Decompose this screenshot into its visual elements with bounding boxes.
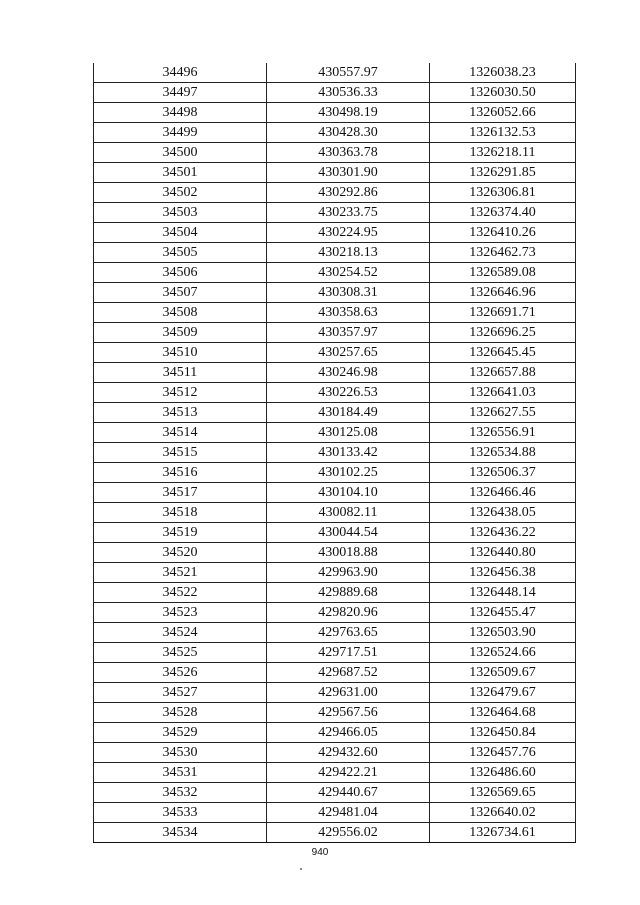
y-coordinate-cell: 1326589.08 (430, 263, 576, 283)
x-coordinate-cell: 429963.90 (267, 563, 430, 583)
table-row (94, 263, 576, 283)
table-row (94, 503, 576, 523)
table-row (94, 543, 576, 563)
x-coordinate-cell: 430044.54 (267, 523, 430, 543)
table-row (94, 463, 576, 483)
point-id-cell: 34519 (94, 523, 267, 543)
x-coordinate-cell: 430363.78 (267, 143, 430, 163)
table-row (94, 183, 576, 203)
x-coordinate-cell: 429631.00 (267, 683, 430, 703)
point-id-cell: 34520 (94, 543, 267, 563)
y-coordinate-cell: 1326627.55 (430, 403, 576, 423)
point-id-cell: 34508 (94, 303, 267, 323)
point-id-cell: 34509 (94, 323, 267, 343)
x-coordinate-cell: 430308.31 (267, 283, 430, 303)
table-row (94, 563, 576, 583)
y-coordinate-cell: 1326641.03 (430, 383, 576, 403)
coordinate-table (93, 63, 576, 843)
table-row (94, 603, 576, 623)
point-id-cell: 34529 (94, 723, 267, 743)
table-row (94, 663, 576, 683)
x-coordinate-cell: 430224.95 (267, 223, 430, 243)
point-id-cell: 34515 (94, 443, 267, 463)
y-coordinate-cell: 1326640.02 (430, 803, 576, 823)
y-coordinate-cell: 1326450.84 (430, 723, 576, 743)
y-coordinate-cell: 1326436.22 (430, 523, 576, 543)
y-coordinate-cell: 1326506.37 (430, 463, 576, 483)
table-row (94, 743, 576, 763)
y-coordinate-cell: 1326657.88 (430, 363, 576, 383)
point-id-cell: 34533 (94, 803, 267, 823)
point-id-cell: 34500 (94, 143, 267, 163)
y-coordinate-cell: 1326556.91 (430, 423, 576, 443)
x-coordinate-cell: 429422.21 (267, 763, 430, 783)
point-id-cell: 34523 (94, 603, 267, 623)
coordinate-table-body (94, 63, 576, 843)
y-coordinate-cell: 1326218.11 (430, 143, 576, 163)
y-coordinate-cell: 1326646.96 (430, 283, 576, 303)
point-id-cell: 34512 (94, 383, 267, 403)
table-row (94, 103, 576, 123)
x-coordinate-cell: 430254.52 (267, 263, 430, 283)
table-row (94, 363, 576, 383)
point-id-cell: 34511 (94, 363, 267, 383)
x-coordinate-cell: 430292.86 (267, 183, 430, 203)
point-id-cell: 34534 (94, 823, 267, 843)
y-coordinate-cell: 1326691.71 (430, 303, 576, 323)
table-row (94, 143, 576, 163)
y-coordinate-cell: 1326503.90 (430, 623, 576, 643)
table-row (94, 243, 576, 263)
y-coordinate-cell: 1326569.65 (430, 783, 576, 803)
y-coordinate-cell: 1326132.53 (430, 123, 576, 143)
y-coordinate-cell: 1326457.76 (430, 743, 576, 763)
table-row (94, 63, 576, 83)
point-id-cell: 34507 (94, 283, 267, 303)
x-coordinate-cell: 430218.13 (267, 243, 430, 263)
point-id-cell: 34524 (94, 623, 267, 643)
y-coordinate-cell: 1326374.40 (430, 203, 576, 223)
point-id-cell: 34506 (94, 263, 267, 283)
table-row (94, 643, 576, 663)
y-coordinate-cell: 1326696.25 (430, 323, 576, 343)
y-coordinate-cell: 1326464.68 (430, 703, 576, 723)
y-coordinate-cell: 1326038.23 (430, 63, 576, 83)
table-row (94, 123, 576, 143)
y-coordinate-cell: 1326645.45 (430, 343, 576, 363)
table-row (94, 203, 576, 223)
point-id-cell: 34502 (94, 183, 267, 203)
x-coordinate-cell: 430184.49 (267, 403, 430, 423)
table-row (94, 803, 576, 823)
x-coordinate-cell: 430233.75 (267, 203, 430, 223)
x-coordinate-cell: 430498.19 (267, 103, 430, 123)
point-id-cell: 34501 (94, 163, 267, 183)
x-coordinate-cell: 430133.42 (267, 443, 430, 463)
point-id-cell: 34499 (94, 123, 267, 143)
table-row (94, 763, 576, 783)
x-coordinate-cell: 429687.52 (267, 663, 430, 683)
y-coordinate-cell: 1326052.66 (430, 103, 576, 123)
point-id-cell: 34503 (94, 203, 267, 223)
point-id-cell: 34517 (94, 483, 267, 503)
point-id-cell: 34518 (94, 503, 267, 523)
point-id-cell: 34530 (94, 743, 267, 763)
table-row (94, 623, 576, 643)
table-row (94, 483, 576, 503)
table-row (94, 383, 576, 403)
table-row (94, 163, 576, 183)
y-coordinate-cell: 1326479.67 (430, 683, 576, 703)
point-id-cell: 34516 (94, 463, 267, 483)
point-id-cell: 34531 (94, 763, 267, 783)
x-coordinate-cell: 430536.33 (267, 83, 430, 103)
point-id-cell: 34532 (94, 783, 267, 803)
y-coordinate-cell: 1326456.38 (430, 563, 576, 583)
x-coordinate-cell: 429889.68 (267, 583, 430, 603)
y-coordinate-cell: 1326524.66 (430, 643, 576, 663)
point-id-cell: 34527 (94, 683, 267, 703)
x-coordinate-cell: 430301.90 (267, 163, 430, 183)
x-coordinate-cell: 430102.25 (267, 463, 430, 483)
table-row (94, 403, 576, 423)
y-coordinate-cell: 1326438.05 (430, 503, 576, 523)
y-coordinate-cell: 1326509.67 (430, 663, 576, 683)
point-id-cell: 34528 (94, 703, 267, 723)
table-row (94, 683, 576, 703)
table-row (94, 783, 576, 803)
x-coordinate-cell: 429466.05 (267, 723, 430, 743)
y-coordinate-cell: 1326466.46 (430, 483, 576, 503)
y-coordinate-cell: 1326291.85 (430, 163, 576, 183)
point-id-cell: 34498 (94, 103, 267, 123)
point-id-cell: 34504 (94, 223, 267, 243)
table-row (94, 583, 576, 603)
table-row (94, 423, 576, 443)
x-coordinate-cell: 429820.96 (267, 603, 430, 623)
x-coordinate-cell: 429556.02 (267, 823, 430, 843)
table-row (94, 343, 576, 363)
x-coordinate-cell: 430428.30 (267, 123, 430, 143)
point-id-cell: 34513 (94, 403, 267, 423)
table-row (94, 323, 576, 343)
point-id-cell: 34525 (94, 643, 267, 663)
y-coordinate-cell: 1326486.60 (430, 763, 576, 783)
y-coordinate-cell: 1326306.81 (430, 183, 576, 203)
y-coordinate-cell: 1326534.88 (430, 443, 576, 463)
x-coordinate-cell: 430018.88 (267, 543, 430, 563)
table-row (94, 703, 576, 723)
x-coordinate-cell: 429717.51 (267, 643, 430, 663)
x-coordinate-cell: 430082.11 (267, 503, 430, 523)
x-coordinate-cell: 430357.97 (267, 323, 430, 343)
table-row (94, 523, 576, 543)
y-coordinate-cell: 1326455.47 (430, 603, 576, 623)
y-coordinate-cell: 1326410.26 (430, 223, 576, 243)
x-coordinate-cell: 430257.65 (267, 343, 430, 363)
x-coordinate-cell: 430104.10 (267, 483, 430, 503)
x-coordinate-cell: 429440.67 (267, 783, 430, 803)
point-id-cell: 34522 (94, 583, 267, 603)
x-coordinate-cell: 429481.04 (267, 803, 430, 823)
table-row (94, 723, 576, 743)
y-coordinate-cell: 1326448.14 (430, 583, 576, 603)
x-coordinate-cell: 429432.60 (267, 743, 430, 763)
y-coordinate-cell: 1326030.50 (430, 83, 576, 103)
point-id-cell: 34497 (94, 83, 267, 103)
table-row (94, 83, 576, 103)
point-id-cell: 34496 (94, 63, 267, 83)
y-coordinate-cell: 1326734.61 (430, 823, 576, 843)
x-coordinate-cell: 430246.98 (267, 363, 430, 383)
table-row (94, 303, 576, 323)
x-coordinate-cell: 430358.63 (267, 303, 430, 323)
x-coordinate-cell: 429763.65 (267, 623, 430, 643)
point-id-cell: 34514 (94, 423, 267, 443)
y-coordinate-cell: 1326440.80 (430, 543, 576, 563)
point-id-cell: 34521 (94, 563, 267, 583)
table-row (94, 223, 576, 243)
table-row (94, 823, 576, 843)
page-number: 940 (311, 847, 329, 858)
x-coordinate-cell: 430557.97 (267, 63, 430, 83)
point-id-cell: 34510 (94, 343, 267, 363)
x-coordinate-cell: 430125.08 (267, 423, 430, 443)
point-id-cell: 34505 (94, 243, 267, 263)
x-coordinate-cell: 429567.56 (267, 703, 430, 723)
y-coordinate-cell: 1326462.73 (430, 243, 576, 263)
table-row (94, 443, 576, 463)
scan-dot-mark (300, 868, 302, 870)
point-id-cell: 34526 (94, 663, 267, 683)
table-row (94, 283, 576, 303)
x-coordinate-cell: 430226.53 (267, 383, 430, 403)
